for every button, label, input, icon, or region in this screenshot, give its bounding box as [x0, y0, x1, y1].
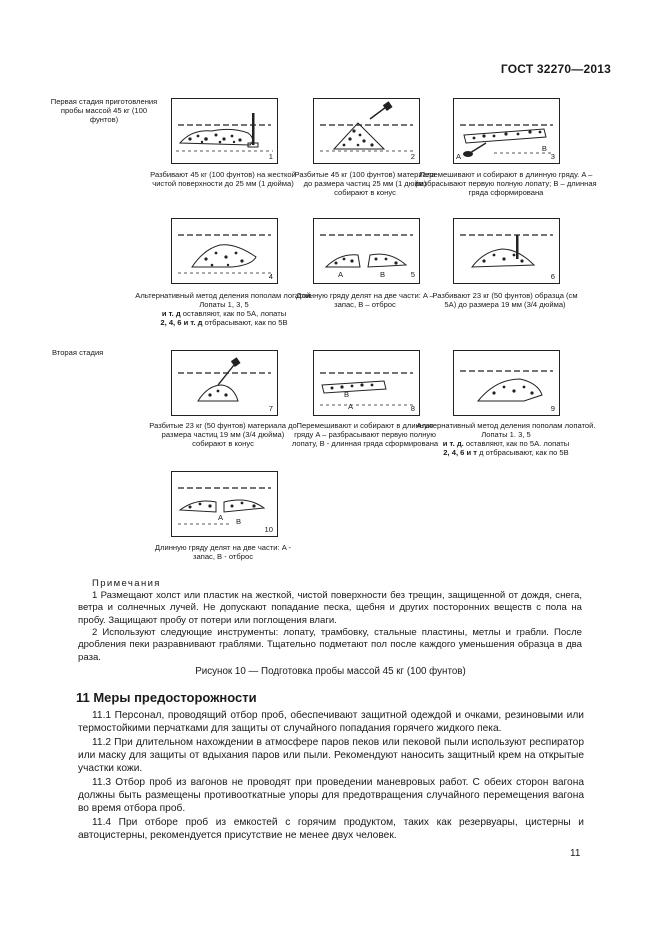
panel-9-caption [414, 421, 598, 457]
caption-line: 2, 4, 6 и т. д отбрасывают, как по 5В [160, 318, 288, 327]
figure-panel-8 [313, 350, 420, 416]
panel-number: 10 [264, 525, 273, 534]
panel-4-caption [134, 291, 314, 327]
panel-number: 8 [410, 404, 415, 413]
section-title: 11 Меры предосторожности [76, 690, 257, 705]
paragraph-11-4: 11.4 При отборе проб из емкостей с горячим продуктом, таких как резервуары, цистерны и автоцистерны, рекомендуется присутствие не менее двух человек. [78, 817, 584, 842]
caption-line: Альтернативный метод деления пополам лопатой. Лопаты 1. 3, 5 [416, 421, 596, 439]
figure-panel-5 [313, 218, 420, 284]
figure-panel-4 [171, 218, 278, 284]
label-b: B [541, 144, 547, 153]
figure-panel-1 [171, 98, 278, 164]
label-b: B [344, 390, 350, 399]
panel-1-illustration [172, 99, 277, 163]
paragraph-11-2: 11.2 При длительном нахождении в атмосфере паров пеков или пековой пыли используют респиратор или маску для защиты от вдыхания паров или пыли. Рекомендуют наносить защитный крем на открытые участки кожи. [78, 737, 584, 775]
panel-2-caption: Разбитые 45 кг (100 фунтов) материала до размера частиц 25 мм (1 дюйм) собирают в конус [294, 170, 436, 197]
label-a: A [218, 513, 224, 522]
first-stage-label: Первая стадия приготовления пробы массой 45 кг (100 фунтов) [50, 97, 158, 124]
label-b: B [380, 270, 386, 279]
panel-number: 7 [268, 404, 273, 413]
panel-5-caption: Длинную гряду делят на две части: A – запас, B – отброс [296, 291, 434, 309]
caption-line: и т. д оставляют, как по 5А, лопаты [161, 309, 287, 318]
figure-panel-2 [313, 98, 420, 164]
caption-line: и т. д. оставляют, как по 5А. лопаты [442, 439, 570, 448]
panel-3-caption: Перемешивают и собирают в длинную гряду. A – разбрасывают первую полную лопату; B – длинная гряда сформирована [415, 170, 597, 197]
panel-number: 1 [268, 152, 273, 161]
figure-panel-9 [453, 350, 560, 416]
label-a: A [338, 270, 344, 279]
figure-panel-6 [453, 218, 560, 284]
label-b: B [236, 517, 242, 526]
second-stage-label: Вторая стадия [52, 348, 104, 357]
page-number: 11 [570, 848, 581, 859]
figure-panel-10 [171, 471, 278, 537]
panel-6-caption: Разбивают 23 кг (50 фунтов) образца (см 5А) до размера 19 мм (3/4 дюйма) [432, 291, 578, 309]
figure-panel-3 [453, 98, 560, 164]
notes-title: Примечания [92, 578, 161, 589]
panel-number: 6 [550, 272, 555, 281]
note-2: 2 Используют следующие инструменты: лопату, трамбовку, стальные пластины, метлы и грабли. После дробления пеки разравнивают граблями. Тщательно подметают пол после каждого уменьшения образца в два раза. [78, 627, 582, 663]
figure-panel-7 [171, 350, 278, 416]
caption-line: 2, 4, 6 и т д отбрасывают, как по 5В [443, 448, 569, 457]
paragraph-11-3: 11.3 Отбор проб из вагонов не проводят при проведении маневровых работ. С обеих сторон вагона должны быть размещены противооткатные упоры для предотвращения случайного перемещения вагона во время отбора проб. [78, 777, 584, 815]
panel-number: 5 [410, 270, 415, 279]
panel-number: 9 [550, 404, 555, 413]
note-1: 1 Размещают холст или пластик на жесткой, чистой поверхности без трещин, защищенной от дождя, снега, ветра и солнечных лучей. Не допускают попадание песка, щебня и других посторонних веществ с пола на пробу. Защищают пробу от потери или поглощения влаги. [78, 590, 582, 626]
caption-line: Альтернативный метод деления пополам логатой. Лопаты 1, 3, 5 [135, 291, 313, 309]
panel-1-caption: Разбивают 45 кг (100 фунтов) на жесткой чистой поверхности до 25 мм (1 дюйма) [150, 170, 296, 188]
standard-header: ГОСТ 32270—2013 [500, 62, 611, 76]
panel-number: 4 [268, 272, 273, 281]
panel-number: 2 [410, 152, 415, 161]
panel-7-caption: Разбитые 23 кг (50 фунтов) материала до размера частиц 19 мм (3/4 дюйма) собирают в конус [149, 421, 297, 448]
panel-10-caption: Длинную гряду делят на две части: A - запас, B - отброс [154, 543, 292, 561]
panel-number: 3 [550, 152, 555, 161]
paragraph-11-1: 11.1 Персонал, проводящий отбор проб, обеспечивают защитной одеждой и очками, резиновыми или термостойкими перчатками для защиты от случайного попадания горячего жидкого пека. [78, 710, 584, 735]
label-a: A [456, 152, 462, 161]
label-a: A [348, 402, 354, 411]
panel-8-caption: Перемешивают и собирают в длинную гряду A – разбрасывают первую полную лопату, B - длинная гряда сформирована [291, 421, 439, 448]
figure-caption: Рисунок 10 — Подготовка пробы массой 45 кг (100 фунтов) [195, 666, 466, 677]
